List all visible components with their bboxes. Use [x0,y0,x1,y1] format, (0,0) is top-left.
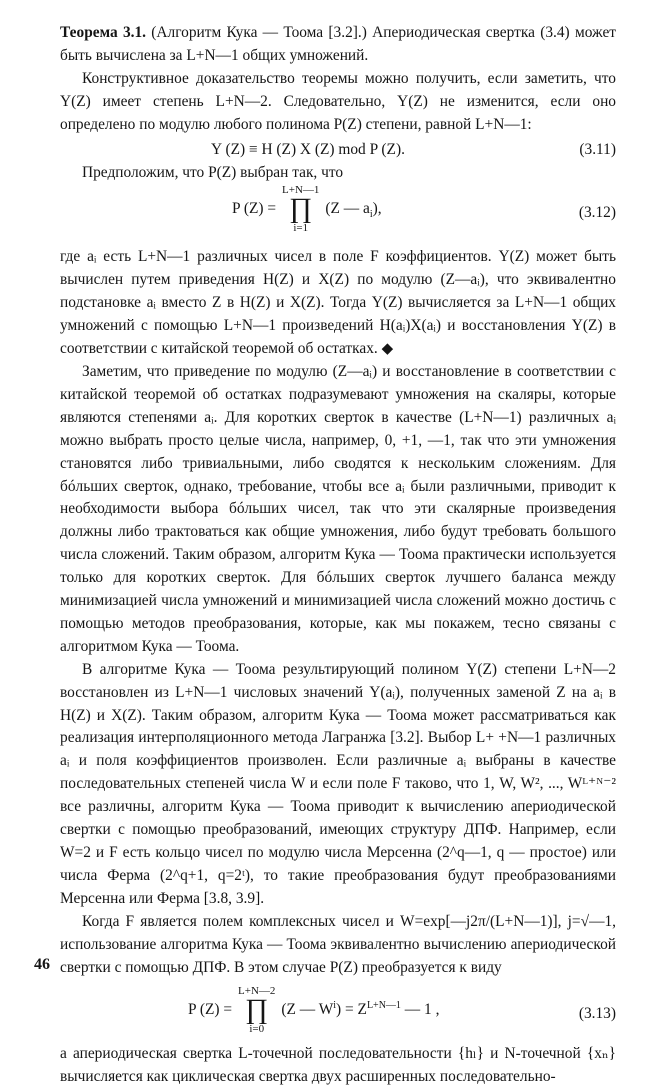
product-symbol: ∏ [289,193,313,225]
lagrange-paragraph: В алгоритме Кука — Тоома результирующий полином Y(Z) степени L+N—2 восстановлен из L+N—1 числовых значений Y(aᵢ), полученных заменой Z на aᵢ в H(Z) и X(Z). Таким образом, алгоритм Кука — Тоома может рассматриваться как реализация интерполяционного метода Лагранжа [3.2]. Выбор L+ +N—1 различных aᵢ и поля коэффициентов произволен. Если различные aᵢ выбраны в качестве последовательных степеней числа W и если поле F таково, что 1, W, W², ..., Wᴸ⁺ᴺ⁻² все различны, алгоритм Кука — Тоома приводит к вычислению апериодической свертки с помощью преобразований, имеющих структуру ДПФ. Например, если W=2 и F есть кольцо чисел по модулю числа Мерсенна (2^q—1, q — простое) или числа Ферма (2^q+1, q=2ᵗ), то такие преобразования будут преобразованиями Мерсенна или Ферма [3.8, 3.9]. [60,660,616,907]
product-operator [282,184,319,234]
equation-3-11 [60,139,616,162]
equation-3-13-lhs: P (Z) = [188,1001,233,1019]
closing-paragraph: а апериодическая свертка L-точечной последовательности {hₗ} и N-точечной {xₙ} вычисляется как циклическая свертка двух расширенных последовательно- [60,1045,616,1086]
equation-3-13 [60,979,616,1043]
equation-3-12-number: (3.12) [578,204,616,222]
product-lower-limit: i=1 [293,222,309,235]
page-body [60,22,616,1089]
equation-3-12-lhs: P (Z) = [232,200,277,218]
equation-3-12-rhs: (Z — $a_i$), [325,200,382,221]
equation-3-13-number: (3.13) [578,1005,616,1023]
product-operator-2 [238,985,275,1035]
equation-3-11-number: (3.11) [579,140,616,158]
conclusion-text: где aᵢ есть L+N—1 различных чисел в поле F коэффициентов. Y(Z) может быть вычислен путем приведения H(Z) и X(Z) по модулю (Z—aᵢ), что эквивалентно подстановке aᵢ вместо Z в H(Z) и X(Z). Тогда Y(Z) вычисляется за L+N—1 общих умножений с помощью L+N—1 произведений H(aᵢ)X(aᵢ) и восстановления Y(Z) в соответствии с китайской теоремой об остатках. [60,248,616,358]
theorem-paragraph [60,22,616,68]
discussion-paragraph: Заметим, что приведение по модулю (Z—aᵢ) и восстановление в соответствии с китайской теоремой об остатках подразумевают умножения на скаляры, которые являются степенями aᵢ. Для коротких сверток в качестве (L+N—1) различных aᵢ можно выбрать просто целые числа, например, 0, +1, —1, так что эти умножения становятся либо тривиальными, либо сводятся к нескольким сложениям. Для бóльших сверток, однако, требование, чтобы все aᵢ были различными, приводит к необходимости выбора бóльших чисел, так что эти скалярные произведения должны либо трактоваться как общие умножения, либо будут требовать большого числа сложений. Таким образом, алгоритм Кука — Тоома практически используется только для коротких сверток. Для бóльших сверток лучшего баланса между минимизацией числа умножений и минимизацией числа сложений можно достичь с помощью методов преобразования, которые, как мы покажем, тесно связаны с алгоритмом Кука — Тоома. [60,362,616,655]
assume-paragraph: Предположим, что P(Z) выбран так, что [82,163,344,181]
product-upper-limit-2: L+N—2 [238,985,276,998]
theorem-label: Теорема 3.1. [60,24,147,41]
proof-paragraph: Конструктивное доказательство теоремы можно получить, если заметить, что Y(Z) имеет степень L+N—2. Следовательно, Y(Z) не изменится, если оно определено по модулю любого полинома P(Z) степени, равной L+N—1: [60,69,616,133]
theorem-text: (Алгоритм Кука — Тоома [3.2].) Апериодическая свертка (3.4) может быть вычислена за L+N—1 общих умножений. [60,24,616,64]
end-of-proof-mark: ◆ [381,341,394,358]
equation-3-11-body: Y (Z) ≡ H (Z) X (Z) mod P (Z). [211,140,405,158]
dft-paragraph: Когда F является полем комплексных чисел и W=exp[—j2π/(L+N—1)], j=√—1, использование алгоритма Кука — Тоома эквивалентно вычислению апериодической свертки с помощью ДПФ. В этом случае P(Z) преобразуется к виду [60,912,616,976]
product-lower-limit-2: i=0 [249,1023,265,1036]
page-number: 46 [34,956,50,973]
equation-3-12 [60,184,616,246]
product-upper-limit: L+N—1 [282,184,320,197]
product-symbol-2: ∏ [245,994,269,1026]
equation-3-13-rhs: (Z — $W^i) = Z^{L+N—1}$ — 1 , [281,1000,440,1019]
conclusion-paragraph [60,246,616,361]
